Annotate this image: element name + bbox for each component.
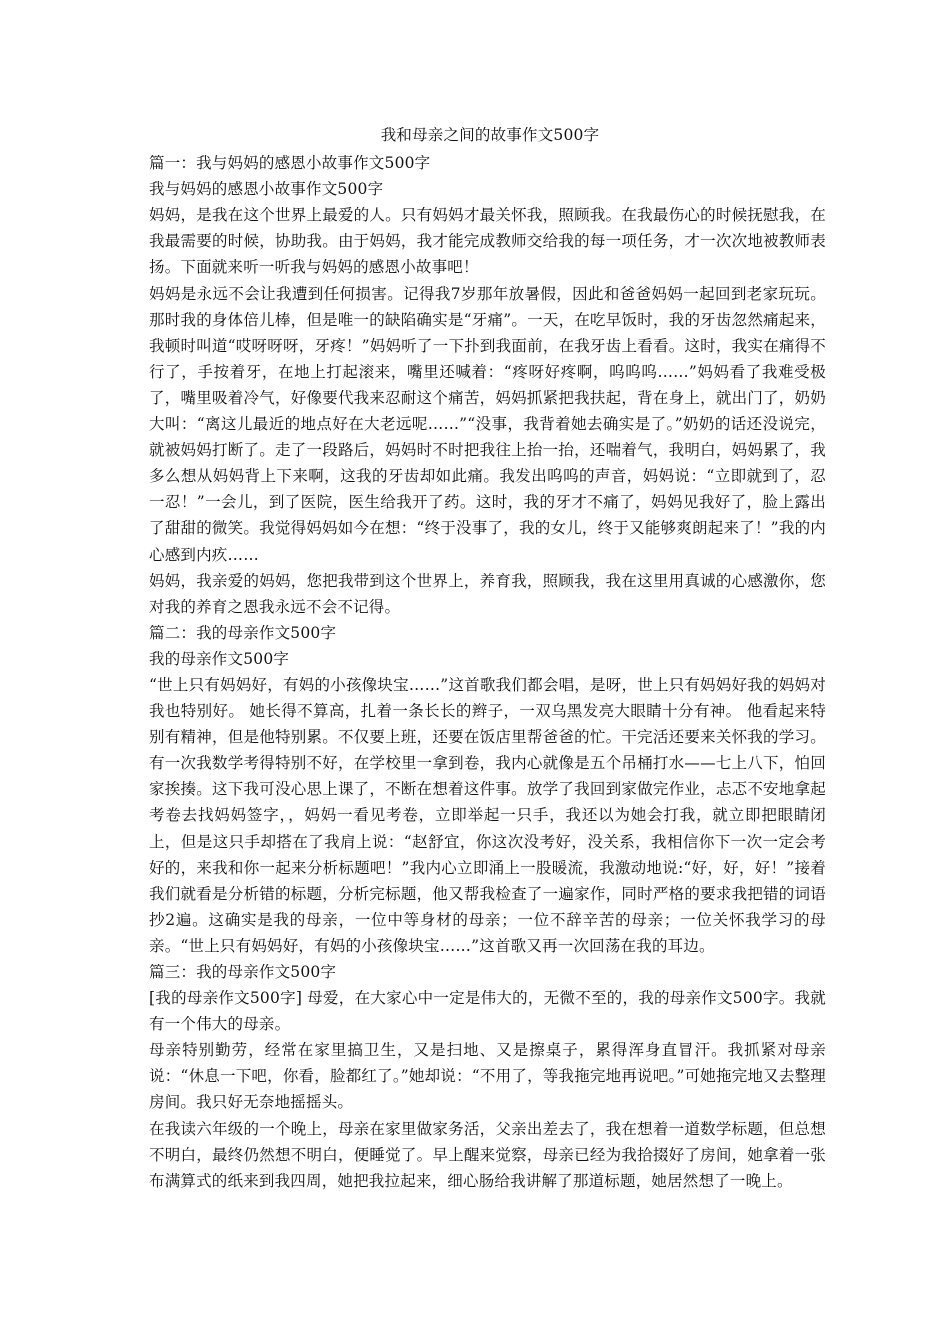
section-heading-2: 篇二：我的母亲作文500字	[149, 623, 337, 642]
section-heading-3: 篇三：我的母亲作文500字	[149, 963, 337, 981]
document-title: 我和母亲之间的故事作文500字	[380, 126, 600, 144]
body-paragraph: 在我读六年级的一个晚上，母亲在家里做家务活，父亲出差去了，我在想着一道数学标题，但总想不明白，最终仍然想不明白，便睡觉了。早上醒来觉察，母亲已经为我拾掇好了房间，她拿着一张布满算式的纸来到我四周，她把我拉起来，细心肠给我讲解了那道标题，她居然想了一晚上。	[149, 1119, 826, 1190]
body-paragraph: 妈妈是永远不会让我遭到任何损害。记得我7岁那年放暑假，因此和爸爸妈妈一起回到老家玩玩。那时我的身体倍儿棒，但是唯一的缺陷确实是“牙痛”。一天，在吃早饭时，我的牙齿忽然痛起来，我顿时叫道“哎呀呀呀，牙疼！”妈妈听了一下扑到我面前，在我牙齿上看看。这时，我实在痛得不行了，手按着牙，在地上打起滚来，嘴里还喊着：“疼呀好疼啊，呜呜呜……”妈妈看了我难受极了，嘴里吸着冷气，好像要代我来忍耐这个痛苦，妈妈抓紧把我扶起，背在身上，就出门了，奶奶大叫：“离这儿最近的地点好在大老远呢……”“没事，我背着她去确实是了。”奶奶的话还没说完，就被妈妈打断了。走了一段路后，妈妈时不时把我往上抬一抬，还喘着气，我明白，妈妈累了，我多么想从妈妈背上下来啊，这我的牙齿却如此痛。我发出呜呜的声音，妈妈说：“立即就到了，忍一忍！”一会儿，到了医院，医生给我开了药。这时，我的牙才不痛了，妈妈见我好了，脸上露出了甜甜的微笑。我觉得妈妈如今在想：“终于没事了，我的女儿，终于又能够爽朗起来了！”我的内心感到内疚……	[149, 284, 826, 564]
body-paragraph: 母亲特别勤劳，经常在家里搞卫生，又是扫地、又是擦桌子，累得浑身直冒汗。我抓紧对母亲说：“休息一下吧，你看，脸都红了。”她却说：“不用了，等我拖完地再说吧。”可她拖完地又去整理房间。我只好无奈地摇摇头。	[149, 1041, 826, 1112]
subtitle-1: 我与妈妈的感恩小故事作文500字	[149, 180, 384, 199]
document-body	[146, 122, 826, 1194]
section-heading-1: 篇一：我与妈妈的感恩小故事作文500字	[149, 154, 431, 173]
body-paragraph: [我的母亲作文500字] 母爱，在大家心中一定是伟大的，无微不至的，我的母亲作文500字。我就有一个伟大的母亲。	[149, 989, 826, 1034]
body-paragraph: 妈妈，是我在这个世界上最爱的人。只有妈妈才最关怀我，照顾我。在我最伤心的时候抚慰我，在我最需要的时候，协助我。由于妈妈，我才能完成教师交给我的每一项任务，才一次次地被教师表扬。下面就来听一听我与妈妈的感恩小故事吧！	[149, 206, 826, 277]
body-paragraph: “世上只有妈妈好，有妈的小孩像块宝……”这首歌我们都会唱，是呀，世上只有妈妈好我的妈妈对我也特别好。 她长得不算高，扎着一条长长的辫子，一双乌黑发亮大眼睛十分有神。 他看起来特别有精神，但是他特别累。不仅要上班，还要在饭店里帮爸爸的忙。干完活还要来关怀我的学习。有一次我数学考得特别不好，在学校里一拿到卷，我内心就像是五个吊桶打水——七上八下，怕回家挨揍。这下我可没心思上课了，不断在想着这件事。放学了我回到家做完作业，忐忑不安地拿起考卷去找妈妈签字，，妈妈一看见考卷，立即举起一只手，我还以为她会打我，就立即把眼睛闭上，但是这只手却搭在了我肩上说：“赵舒宜，你这次没考好，没关系，我相信你下一次一定会考好的，来我和你一起来分析标题吧！”我内心立即涌上一股暖流，我激动地说:“好，好，好！”接着我们就看是分析错的标题，分析完标题，他又帮我检查了一遍家作，同时严格的要求我把错的词语抄2遍。这确实是我的母亲，一位中等身材的母亲；一位不辞辛苦的母亲；一位关怀我学习的母亲。“世上只有妈妈好，有妈的小孩像块宝……”这首歌又再一次回荡在我的耳边。	[149, 675, 826, 955]
subtitle-2: 我的母亲作文500字	[149, 649, 290, 668]
body-paragraph: 妈妈，我亲爱的妈妈，您把我带到这个世界上，养育我，照顾我，我在这里用真诚的心感激你，您对我的养育之恩我永远不会不记得。	[149, 571, 826, 616]
